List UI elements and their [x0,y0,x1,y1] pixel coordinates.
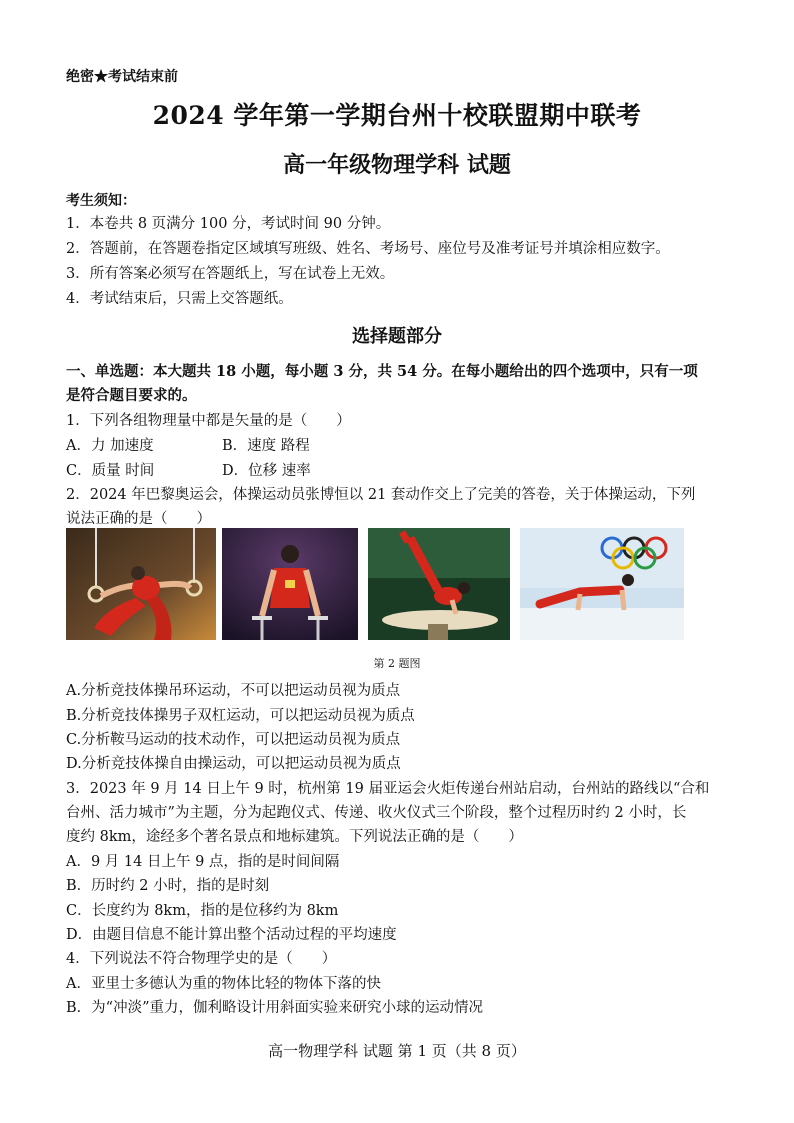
q4-option-b: B．为“冲淡”重力，伽利略设计用斜面实验来研究小球的运动情况 [66,1000,483,1016]
question-3-stem-cont: 度约 8km，途经多个著名景点和地标建筑。下列说法正确的是（ ） [66,829,523,845]
q1-option-a: A．力 加速度 [66,438,154,454]
page-footer: 高一物理学科 试题 第 1 页（共 8 页） [268,1042,526,1060]
notice-item: 2．答题前，在答题卷指定区域填写班级、姓名、考场号、座位号及准考证号并填涂相应数字。 [66,241,670,257]
q1-option-c: C．质量 时间 [66,463,155,479]
question-4-stem: 4．下列说法不符合物理学史的是（ ） [66,951,337,967]
q3-option-b: B．历时约 2 小时，指的是时刻 [66,878,270,894]
q3-option-c: C．长度约为 8km，指的是位移约为 8km [66,903,339,919]
part-instructions-cont: 是符合题目要求的。 [66,387,197,404]
question-2-stem: 2．2024 年巴黎奥运会，体操运动员张博恒以 21 套动作交上了完美的答卷，关于体操运动，下列 [66,487,696,503]
section-title: 选择题部分 [352,326,442,347]
notice-item: 3．所有答案必须写在答题纸上，写在试卷上无效。 [66,266,395,282]
notice-heading: 考生须知： [66,193,136,209]
figure-caption: 第 2 题图 [373,657,421,670]
question-3-stem: 3．2023 年 9 月 14 日上午 9 时，杭州第 19 届亚运会火炬传递台州站启动，台州站的路线以“合和 [66,781,710,797]
q2-option-a: A.分析竞技体操吊环运动，不可以把运动员视为质点 [66,683,401,699]
pommel-horse-photo [368,528,510,640]
q1-option-b: B．速度 路程 [222,438,310,454]
part-instructions: 一、单选题：本大题共 18 小题，每小题 3 分，共 54 分。在每小题给出的四个选项中，只有一项 [66,363,698,380]
parallel-bars-photo [222,528,358,640]
q4-option-a: A．亚里士多德认为重的物体比轻的物体下落的快 [66,976,381,992]
q3-option-a: A．9 月 14 日上午 9 点，指的是时间间隔 [66,854,340,870]
q2-option-b: B.分析竞技体操男子双杠运动，可以把运动员视为质点 [66,708,415,724]
q2-option-d: D.分析竞技体操自由操运动，可以把运动员视为质点 [66,756,401,772]
exam-subtitle: 高一年级物理学科 试题 [283,152,511,178]
gymnastics-rings-photo [66,528,216,640]
q2-option-c: C.分析鞍马运动的技术动作，可以把运动员视为质点 [66,732,401,748]
exam-title: 2024 学年第一学期台州十校联盟期中联考 [152,101,642,130]
question-1-stem: 1．下列各组物理量中都是矢量的是（ ） [66,413,351,429]
question-3-stem-cont: 台州、活力城市”为主题，分为起跑仪式、传递、收火仪式三个阶段，整个过程历时约 2 小时，长 [66,805,687,821]
q3-option-d: D．由题目信息不能计算出整个活动过程的平均速度 [66,927,397,943]
notice-item: 1．本卷共 8 页满分 100 分，考试时间 90 分钟。 [66,216,391,232]
confidential-label: 绝密★考试结束前 [66,69,178,85]
notice-item: 4．考试结束后，只需上交答题纸。 [66,291,293,307]
floor-exercise-photo [520,528,684,640]
q1-option-d: D．位移 速率 [222,463,311,479]
question-2-stem-cont: 说法正确的是（ ） [66,511,211,527]
